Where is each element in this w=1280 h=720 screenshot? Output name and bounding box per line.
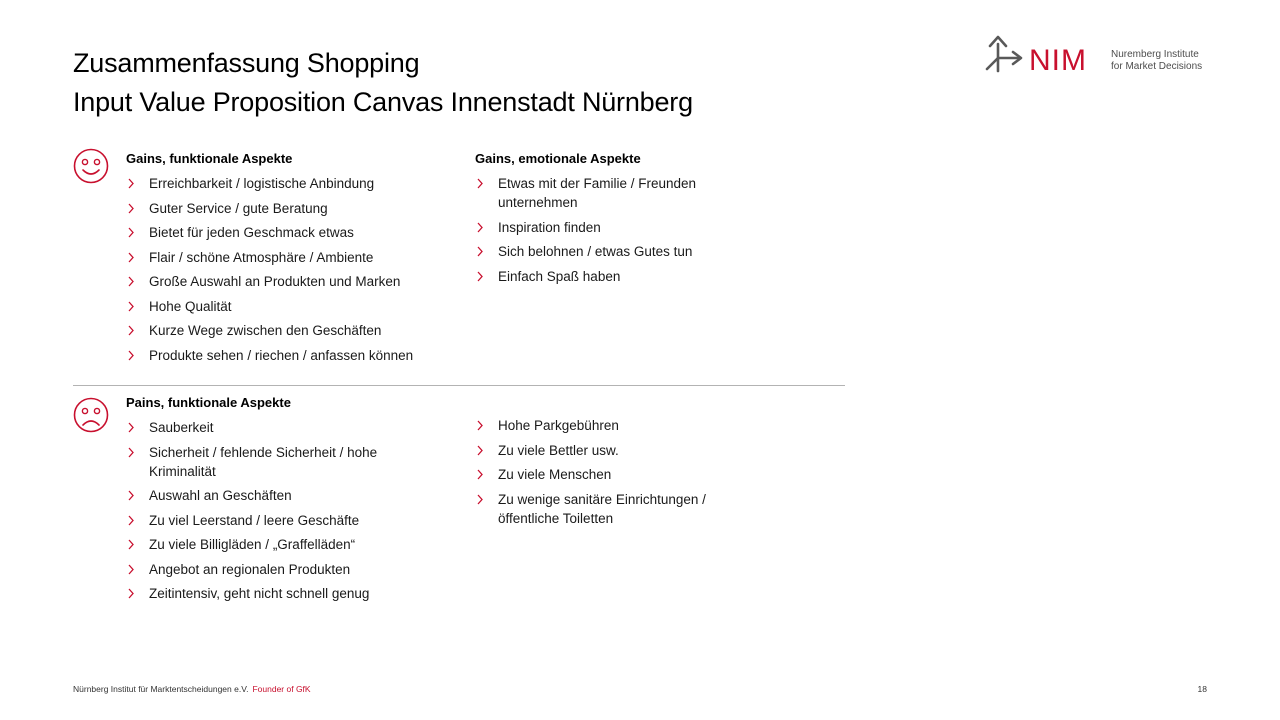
chevron-right-icon [126,511,136,530]
chevron-right-icon [475,416,485,435]
chevron-right-icon [475,218,485,237]
gains-emotional-list [475,174,740,291]
list-item: Auswahl an Geschäften [126,486,426,505]
chevron-right-icon [475,242,485,261]
chevron-right-icon [475,465,485,484]
logo-subtitle [1111,49,1202,73]
chevron-right-icon [475,490,485,509]
list-item: Sich belohnen / etwas Gutes tun [475,242,740,261]
list-item: Zu viele Menschen [475,465,740,484]
list-item: Kurze Wege zwischen den Geschäften [126,321,446,340]
nim-arrow-icon [985,35,1105,75]
list-item: Zu wenige sanitäre Einrichtungen / öffentliche Toiletten [475,490,740,528]
slide-title-line1: Zusammenfassung Shopping [73,48,420,78]
chevron-right-icon [126,443,136,462]
section-divider [73,385,845,386]
chevron-right-icon [126,174,136,193]
smiley-happy-icon [73,148,109,184]
list-item: Zu viele Billigläden / „Graffelläden“ [126,535,426,554]
chevron-right-icon [475,267,485,286]
smiley-sad-icon [73,397,109,433]
chevron-right-icon [126,321,136,340]
chevron-right-icon [126,346,136,365]
slide-title [73,44,693,122]
footer [73,684,311,694]
logo-line2: for Market Decisions [1111,61,1203,72]
chevron-right-icon [475,174,485,193]
list-item: Zu viel Leerstand / leere Geschäfte [126,511,426,530]
chevron-right-icon [126,199,136,218]
list-item: Hohe Qualität [126,297,446,316]
gains-functional-list [126,174,446,370]
footer-tagline: Founder of GfK [252,684,311,694]
logo-line1: Nuremberg Institute [1111,49,1199,60]
list-item: Inspiration finden [475,218,740,237]
page-number: 18 [1197,684,1207,694]
footer-org: Nürnberg Institut für Marktentscheidungen e.V. [73,684,249,694]
pains-functional-heading: Pains, funktionale Aspekte [126,395,291,410]
list-item: Zu viele Bettler usw. [475,441,740,460]
nim-logo [985,35,1210,75]
chevron-right-icon [126,272,136,291]
chevron-right-icon [126,297,136,316]
list-item: Bietet für jeden Geschmack etwas [126,223,446,242]
list-item: Erreichbarkeit / logistische Anbindung [126,174,446,193]
chevron-right-icon [126,584,136,603]
gains-functional-heading: Gains, funktionale Aspekte [126,151,293,166]
list-item: Guter Service / gute Beratung [126,199,446,218]
pains-more-list [475,416,740,533]
slide-title-line2: Input Value Proposition Canvas Innenstadt Nürnberg [73,87,693,117]
list-item: Sauberkeit [126,418,426,437]
nim-wordmark: NIM [1029,44,1087,75]
chevron-right-icon [126,486,136,505]
chevron-right-icon [475,441,485,460]
list-item: Produkte sehen / riechen / anfassen können [126,346,446,365]
list-item: Flair / schöne Atmosphäre / Ambiente [126,248,446,267]
list-item: Zeitintensiv, geht nicht schnell genug [126,584,426,603]
chevron-right-icon [126,535,136,554]
chevron-right-icon [126,223,136,242]
chevron-right-icon [126,560,136,579]
list-item: Hohe Parkgebühren [475,416,740,435]
list-item: Sicherheit / fehlende Sicherheit / hohe Kriminalität [126,443,426,481]
chevron-right-icon [126,248,136,267]
gains-emotional-heading: Gains, emotionale Aspekte [475,151,641,166]
chevron-right-icon [126,418,136,437]
list-item: Einfach Spaß haben [475,267,740,286]
pains-functional-list [126,418,426,609]
list-item: Angebot an regionalen Produkten [126,560,426,579]
list-item: Etwas mit der Familie / Freunden unternehmen [475,174,740,212]
list-item: Große Auswahl an Produkten und Marken [126,272,446,291]
